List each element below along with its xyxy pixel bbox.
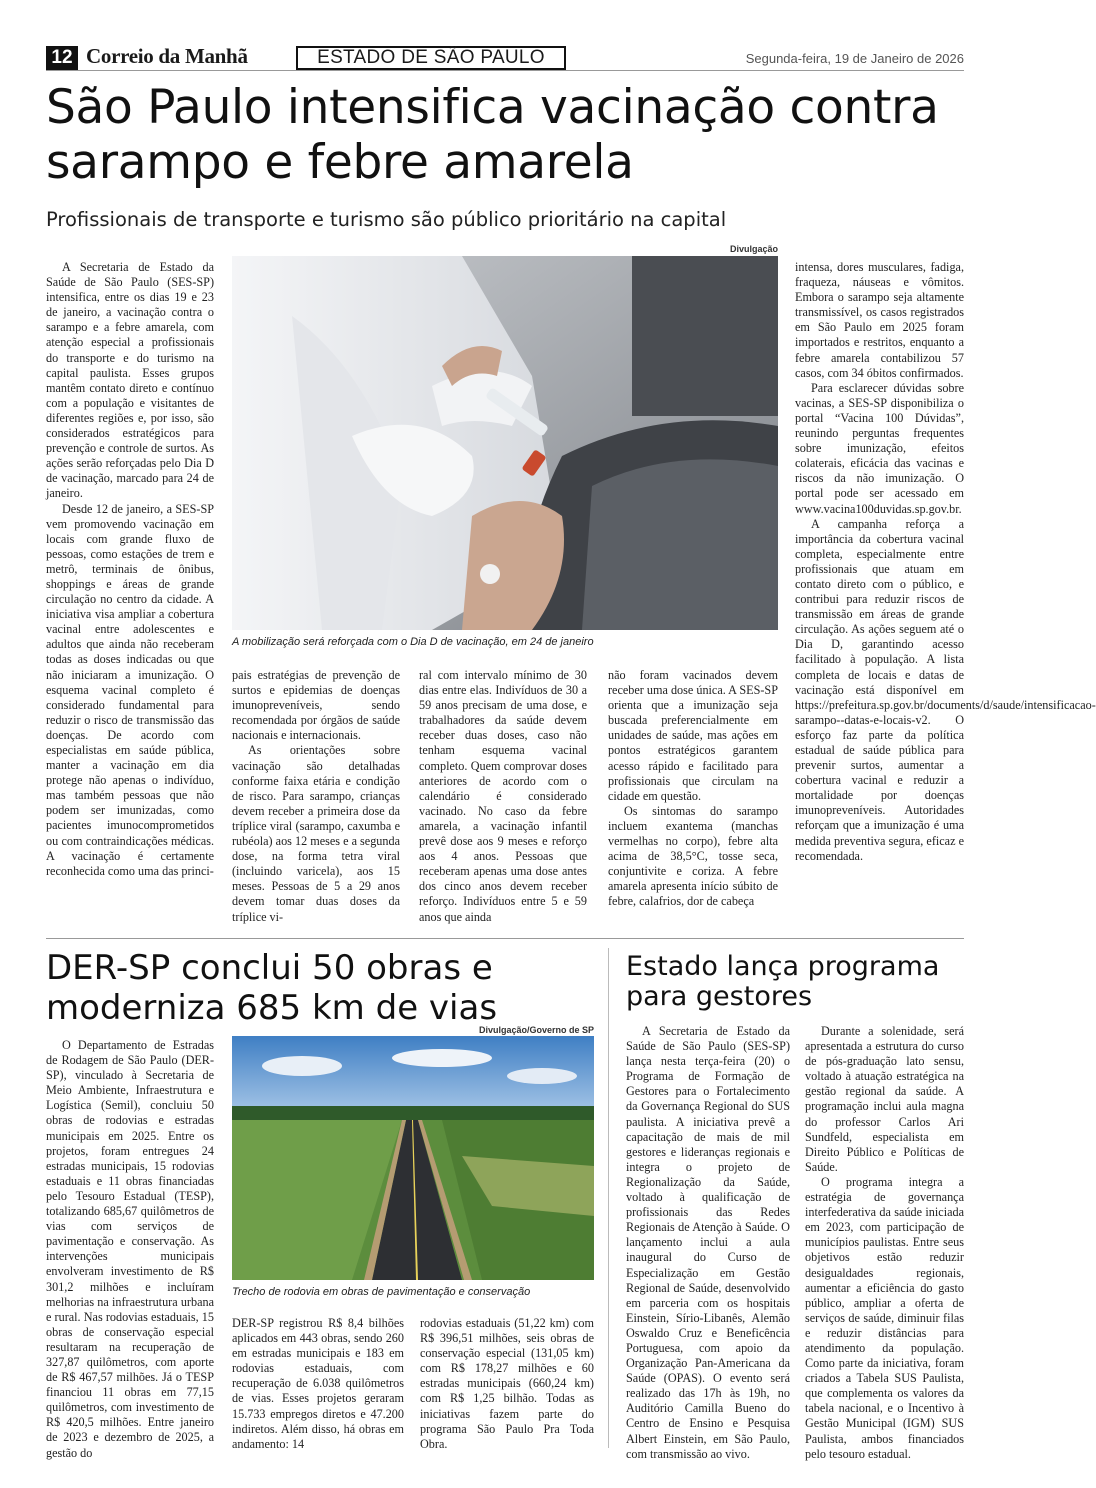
main-article-column-5	[795, 260, 1096, 864]
paragraph: Os sintomas do sarampo incluem exantema (manchas vermelhas no corpo), febre alta acima de 38,5°C, tosse seca, conjuntivite e coriza. A febre amarela apresenta início súbito de febre, calafrios, dor de cabeça	[608, 803, 778, 909]
gestores-article-column-1	[626, 1024, 790, 1462]
paragraph: Para esclarecer dúvidas sobre vacinas, a SES-SP disponibiliza o portal “Vacina 100 Dúvidas”, reunindo perguntas frequentes sobre imunização, efeitos colaterais, eficácia das vacinas e riscos da não imunização. O portal pode ser acessado em www.vacina100duvidas.sp.gov.br.	[795, 380, 964, 516]
page-number: 12	[46, 46, 78, 70]
paragraph: A campanha reforça a importância da cobertura vacinal completa, especialmente entre profissionais que atuam em contato direto com o público, e contribui para reduzir riscos de transmissão em áreas de grande circulação. As ações seguem até o Dia D, garantindo acesso facilitado à população. A lista completa de locais e datas de vacinação está disponível em https://prefeitura.sp.gov.br/documents/d/saude/intensificacao-sarampo--datas-e-locais-v2. O esforço faz parte da política estadual de saúde pública para prevenir surtos, aumentar a cobertura vacinal e reduzir a mortalidade por doenças imunopreveníveis. Autoridades reforçam que a imunização é uma medida preventiva segura, eficaz e recomendada.	[795, 516, 1096, 863]
main-article-column-4	[608, 668, 778, 910]
photo-caption: A mobilização será reforçada com o Dia D de vacinação, em 24 de janeiro	[232, 636, 594, 648]
paragraph: não foram vacinados devem receber uma dose única. A SES-SP orienta que a imunização seja buscada preferencialmente em unidades de saúde, mas ações em pontos estratégicos garantem acesso rápido e facilitado para profissionais que circulam na cidade em questão.	[608, 668, 778, 803]
der-article-column-3	[420, 1316, 594, 1452]
photo-credit: Divulgação	[729, 244, 778, 254]
der-photo-caption: Trecho de rodovia em obras de pavimentação e conservação	[232, 1286, 531, 1298]
column-divider	[608, 948, 609, 1448]
gestores-headline: Estado lança programa para gestores	[626, 951, 940, 1012]
main-article-column-3	[419, 668, 587, 925]
main-article-column-1	[46, 260, 214, 879]
paragraph: O programa integra a estratégia de governança interfederativa da saúde iniciada em 2023, com participação de municípios paulistas. Entre seus objetivos estão reduzir desigualdades regionais, aumentar a eficiência do gasto público, ampliar a oferta de serviços de saúde, diminuir filas e reduzir distâncias para atendimento da população. Como parte da iniciativa, foram criados a Tabela SUS Paulista, que complementa os valores da tabela nacional, e o Incentivo à Gestão Municipal (IGM) SUS Paulista, ambos financiados pelo tesouro estadual.	[805, 1174, 964, 1461]
header-divider	[46, 70, 964, 71]
issue-date: Segunda-feira, 19 de Janeiro de 2026	[745, 51, 964, 66]
vaccination-photo[interactable]	[232, 256, 778, 630]
paragraph: A Secretaria de Estado da Saúde de São Paulo (SES-SP) intensifica, entre os dias 19 e 23 de janeiro, a vacinação contra o sarampo e a febre amarela, com atenção especial a profissionais do transporte e do turismo na capital paulista. Esses grupos mantêm contato direto e contínuo com a população e visitantes de diferentes regiões e, por isso, são considerados estratégicos para prevenção e controle de surtos. As ações serão reforçadas pelo Dia D de vacinação, marcado para 24 de janeiro.	[46, 260, 214, 501]
highway-photo[interactable]	[232, 1036, 594, 1280]
main-article-column-2	[232, 668, 400, 925]
paragraph: rodovias estaduais (51,22 km) com R$ 396,51 milhões, seis obras de conservação especial (131,05 km) com R$ 178,27 milhões e 60 estradas municipais (660,24 km) com R$ 1,25 bilhão. Todas as iniciativas fazem parte do programa São Paulo Pra Toda Obra.	[420, 1316, 594, 1451]
vaccination-photo-illustration	[232, 256, 778, 630]
der-article-column-1	[46, 1038, 214, 1461]
der-article-column-2	[232, 1316, 404, 1452]
main-headline: São Paulo intensifica vacinação contra sarampo e febre amarela	[46, 80, 939, 190]
main-subhead: Profissionais de transporte e turismo são público prioritário na capital	[46, 208, 727, 231]
der-photo-credit: Divulgação/Governo de SP	[478, 1025, 594, 1035]
paragraph: ral com intervalo mínimo de 30 dias entre elas. Indivíduos de 30 a 59 anos precisam de uma dose, e trabalhadores da saúde devem receber duas doses, caso não tenham esquema vacinal completo. Quem comprovar doses anteriores de acordo com o calendário é considerado vacinado. No caso da febre amarela, a vacinação infantil prevê dose aos 9 meses e reforço aos 4 anos. Pessoas que receberam apenas uma dose antes dos cinco anos devem receber reforço. Indivíduos entre 5 e 59 anos que ainda	[419, 668, 587, 924]
der-headline: DER-SP conclui 50 obras e moderniza 685 km de vias	[46, 948, 498, 1028]
paragraph: Desde 12 de janeiro, a SES-SP vem promovendo vacinação em locais com grande fluxo de pessoas, como estações de trem e metrô, terminais de ônibus, shoppings e áreas de grande circulação no centro da cidade. A iniciativa visa ampliar a cobertura vacinal entre adolescentes e adultos que ainda não receberam todas as doses indicadas ou que não iniciaram a imunização. O esquema vacinal completo é considerado fundamental para reduzir o risco de transmissão das doenças. De acordo com especialistas em saúde pública, manter a vacinação em dia protege não apenas o indivíduo, mas também pessoas que não podem ser imunizadas, como pacientes imunocomprometidos ou com contraindicações médicas. A vacinação é certamente reconhecida como uma das princi-	[46, 501, 214, 878]
section-divider	[46, 938, 964, 939]
masthead-logo[interactable]: Correio da Manhã	[86, 44, 248, 68]
paragraph: Durante a solenidade, será apresentada a estrutura do curso de pós-graduação lato sensu, voltado à atuação estratégica na gestão regional da saúde. A programação inclui aula magna do professor Carlos Ari Sundfeld, especialista em Direito Público e Políticas de Saúde.	[805, 1024, 964, 1174]
gestores-article-column-2	[805, 1024, 964, 1462]
paragraph: intensa, dores musculares, fadiga, fraqueza, náuseas e vômitos. Embora o sarampo seja altamente transmissível, os casos registrados em São Paulo em 2025 foram importados e restritos, enquanto a febre amarela contabilizou 57 casos, com 34 óbitos confirmados.	[795, 260, 964, 380]
paragraph: O Departamento de Estradas de Rodagem de São Paulo (DER-SP), vinculado à Secretaria de Meio Ambiente, Infraestrutura e Logística (Semil), concluiu 50 obras de rodovias e estradas municipais em 2025. Entre os projetos, foram entregues 24 estradas municipais, 15 rodovias estaduais e 11 obras financiadas pelo Tesouro Estadual (TESP), totalizando 685,67 quilômetros de vias com serviços de pavimentação e conservação. As intervenções municipais envolveram investimento de R$ 301,2 milhões e incluíram melhorias na infraestrutura urbana e rural. Nas rodovias estaduais, 15 obras de conservação especial resultaram na recuperação de 327,87 quilômetros, com aporte de R$ 467,57 milhões. Já o TESP financiou 11 obras em 77,15 quilômetros, com investimento de R$ 420,5 milhões. Entre janeiro de 2023 e dezembro de 2025, a gestão do	[46, 1038, 214, 1460]
section-label[interactable]: ESTADO DE SÃO PAULO	[296, 46, 566, 70]
paragraph: pais estratégias de prevenção de surtos e epidemias de doenças imunopreveníveis, sendo recomendada por órgãos de saúde nacionais e internacionais.	[232, 668, 400, 743]
paragraph: As orientações sobre vacinação são detalhadas conforme faixa etária e condição de risco. Para sarampo, crianças devem receber a primeira dose da tríplice viral (sarampo, caxumba e rubéola) aos 12 meses e a segunda dose, na forma tetra viral (incluindo varicela), aos 15 meses. Pessoas de 5 a 29 anos devem tomar duas doses da tríplice vi-	[232, 743, 400, 924]
highway-photo-illustration	[232, 1036, 594, 1280]
paragraph: A Secretaria de Estado da Saúde de São Paulo (SES-SP) lança nesta terça-feira (20) o Programa de Formação de Gestores para o Fortalecimento da Governança Regional do SUS paulista. A iniciativa prevê a capacitação de mais de mil gestores e lideranças regionais e integra o projeto de Regionalização da Saúde, voltado à qualificação de profissionais das Redes Regionais de Atenção à Saúde. O lançamento inclui a aula inaugural do Curso de Especialização em Gestão Regional de Saúde, desenvolvido em parceria com os hospitais Einstein, Sírio-Libanês, Alemão Oswaldo Cruz e Beneficência Portuguesa, com apoio da Organização Pan-Americana da Saúde (OPAS). O evento será realizado das 17h às 19h, no Auditório Camilla Bueno do Centro de Ensino e Pesquisa Albert Einstein, em São Paulo, com transmissão ao vivo.	[626, 1024, 790, 1461]
paragraph: DER-SP registrou R$ 8,4 bilhões aplicados em 443 obras, sendo 260 em estradas municipais e 183 em rodovias estaduais, com recuperação de 6.038 quilômetros de vias. Esses projetos geraram 15.733 empregos diretos e 47.200 indiretos. Além disso, há obras em andamento: 14	[232, 1316, 404, 1451]
